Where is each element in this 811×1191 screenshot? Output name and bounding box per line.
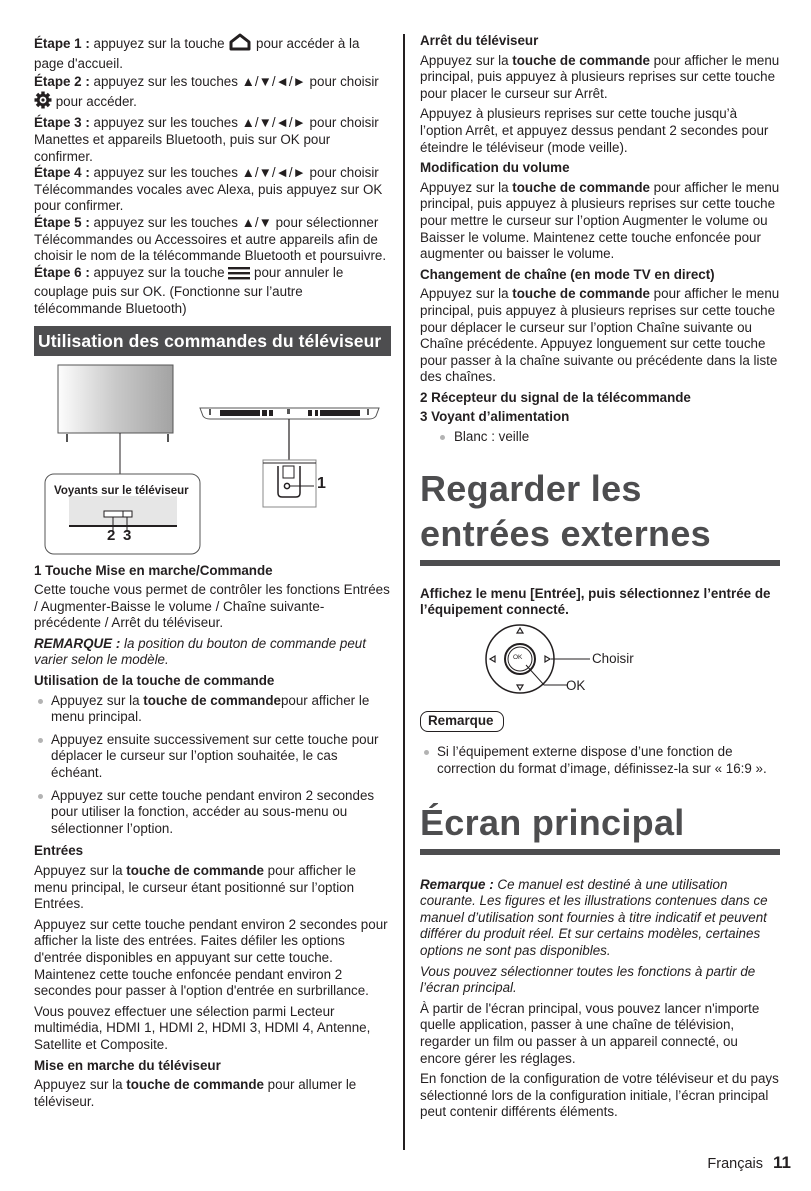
tv-front-illustration [58,365,173,474]
title-rule [420,849,780,855]
column-divider [403,34,405,1150]
item1-heading: 1 Touche Mise en marche/Commande [34,562,273,578]
inputs-paragraph-1: Appuyez sur la touche de commande pour afficher le menu principal, le curseur étant positionné sur l’option Entrées. [34,863,357,912]
footer-language: Français [707,1156,764,1172]
left-column [34,33,391,1114]
right-column [420,33,780,1125]
title-rule [420,560,780,566]
item3-list [420,429,780,446]
indicator-label: Voyants sur le téléviseur [54,484,189,497]
inputs-paragraph-3: Vous pouvez effectuer une sélection parmi Lecteur multimédia, HDMI 1, HDMI 2, HDMI 3, HDMI 4, Antenne, Satellite et Composite. [34,1003,371,1052]
list-item: Si l’équipement externe dispose d’une fonction de correction du format d’image, définissez-la sur « 16:9 ». [420,744,780,777]
dpad-ok-key: OK [513,653,523,661]
dpad-label-choose: Choisir [592,650,634,666]
external-notes-list [420,744,780,777]
home-paragraph-2: En fonction de la configuration de votre téléviseur et du pays sélectionné lors de la configuration initiale, l’écran principal peut contenir différents éléments. [420,1071,779,1120]
volume-paragraph: Appuyez sur la touche de commande pour afficher le menu principal, puis appuyez à plusieurs reprises sur cette touche pour mettre le curseur sur l’option Augmenter le volume ou Baisser le volume. Maintenez cette touche enfoncée pour augmenter ou baisser le volume. [420,179,780,262]
callout-2: 2 [107,526,116,544]
step-2: Étape 2 : appuyez sur les touches ▲/▼/◄/► pour choisir pour accéder. [34,74,391,113]
step-4: Étape 4 : appuyez sur les touches ▲/▼/◄/► pour choisir Télécommandes vocales avec Alexa, puis appuyez sur OK pour confirmer. [34,165,383,214]
tv-controls-diagram [34,362,391,557]
page-number: 11 [773,1153,791,1172]
list-item: Appuyez ensuite successivement sur cette touche pour déplacer le curseur sur l’option souhaitée, le cas échéant. [34,732,391,782]
external-inputs-title: Regarder les entrées externes [420,467,711,554]
remarque-box: Remarque [420,711,504,733]
channel-heading: Changement de chaîne (en mode TV en direct) [420,266,715,282]
power-off-paragraph-1: Appuyez sur la touche de commande pour afficher le menu principal, puis appuyez à plusieurs reprises sur cette touche pour placer le curseur sur Arrêt. [420,52,780,101]
tv-bottom-view-illustration [200,408,379,507]
usage-heading: Utilisation de la touche de commande [34,673,275,689]
external-inputs-section [420,466,780,566]
power-off-paragraph-2: Appuyez à plusieurs reprises sur cette touche jusqu’à l’option Arrêt, et appuyez dessus pendant 2 secondes pour éteindre le téléviseur (mode veille). [420,106,769,155]
item2-heading: 2 Récepteur du signal de la télécommande [420,389,691,405]
volume-heading: Modification du volume [420,160,570,176]
step-3: Étape 3 : appuyez sur les touches ▲/▼/◄/► pour choisir Manettes et appareils Bluetooth, puis sur OK pour confirmer. [34,115,379,164]
callout-1: 1 [317,474,326,492]
page-footer [707,1155,791,1173]
gear-icon [34,91,52,114]
remark-note: REMARQUE : la position du bouton de commande peut varier selon le modèle. [34,635,366,668]
step-5: Étape 5 : appuyez sur les touches ▲/▼ pour sélectionner Télécommandes ou Accessoires et autre appareils afin de choisir le nom de la télécommande Bluetooth et poursuivre. [34,214,387,264]
power-off-heading: Arrêt du téléviseur [420,33,539,48]
home-icon [228,33,252,56]
inputs-paragraph-2: Appuyez sur cette touche pendant environ 2 secondes pour afficher la liste des entrées. Faites défiler les options d'entrée disponibles en appuyant sur cette touche. Maintenez cette touche enfoncée pendant environ 2 secondes pour passer à l'option d'entrée en surbrillance. [34,916,388,999]
step-1: Étape 1 : appuyez sur la touche pour accéder à la page d'accueil. [34,33,391,72]
home-screen-title: Écran principal [420,801,685,843]
list-item: Appuyez sur la touche de commandepour afficher le menu principal. [34,693,391,726]
dpad-label-ok: OK [566,677,586,693]
home-italic-paragraph: Vous pouvez sélectionner toutes les fonctions à partir de l’écran principal. [420,963,756,996]
item3-heading: 3 Voyant d’alimentation [420,409,570,425]
dpad-diagram [420,623,780,695]
home-screen-section [420,800,780,855]
callout-3: 3 [123,526,132,544]
item1-text: Cette touche vous permet de contrôler les fonctions Entrées / Augmenter-Baisse le volume / Chaîne suivante-précédente / Arrêt du téléviseur. [34,582,390,631]
list-item: Appuyez sur cette touche pendant environ 2 secondes pour utiliser la fonction, accéder au sous-menu ou sélectionner l’option. [34,788,391,838]
section-title-bar: Utilisation des commandes du téléviseur [34,326,391,356]
menu-icon [228,266,250,285]
home-remark: Remarque : Ce manuel est destiné à une utilisation courante. Les figures et les illustrations contenues dans ce manuel d’utilisation sont fournies à titre indicatif et peuvent différer du produit réel. Et sur certains modèles, certaines options ne sont pas disponibles. [420,876,768,958]
external-intro: Affichez le menu [Entrée], puis sélectionnez l’entrée de l’équipement connecté. [420,585,771,618]
power-on-paragraph: Appuyez sur la touche de commande pour allumer le téléviseur. [34,1077,357,1109]
step-6: Étape 6 : appuyez sur la touche pour annuler le couplage puis sur OK. (Fonctionne sur l’autre télécommande Bluetooth) [34,264,344,316]
inputs-heading: Entrées [34,843,84,859]
tv-diagram-svg [34,362,391,557]
channel-paragraph: Appuyez sur la touche de commande pour afficher le menu principal, puis appuyez à plusieurs reprises sur cette touche pour déplacer le curseur sur l’option Chaîne suivante ou Chaîne précédente. Appuyez longuement sur cette touche pour passer à la chaîne suivante ou précédente dans la liste des chaînes. [420,286,780,385]
home-paragraph-1: À partir de l'écran principal, vous pouvez lancer n'importe quelle application, passer à une chaîne de télévision, regarder un film ou passer à un appareil connecté, ou encore gérer les réglages. [420,1000,760,1066]
list-item: Blanc : veille [420,429,780,446]
usage-list [34,693,391,838]
power-on-heading: Mise en marche du téléviseur [34,1057,221,1073]
